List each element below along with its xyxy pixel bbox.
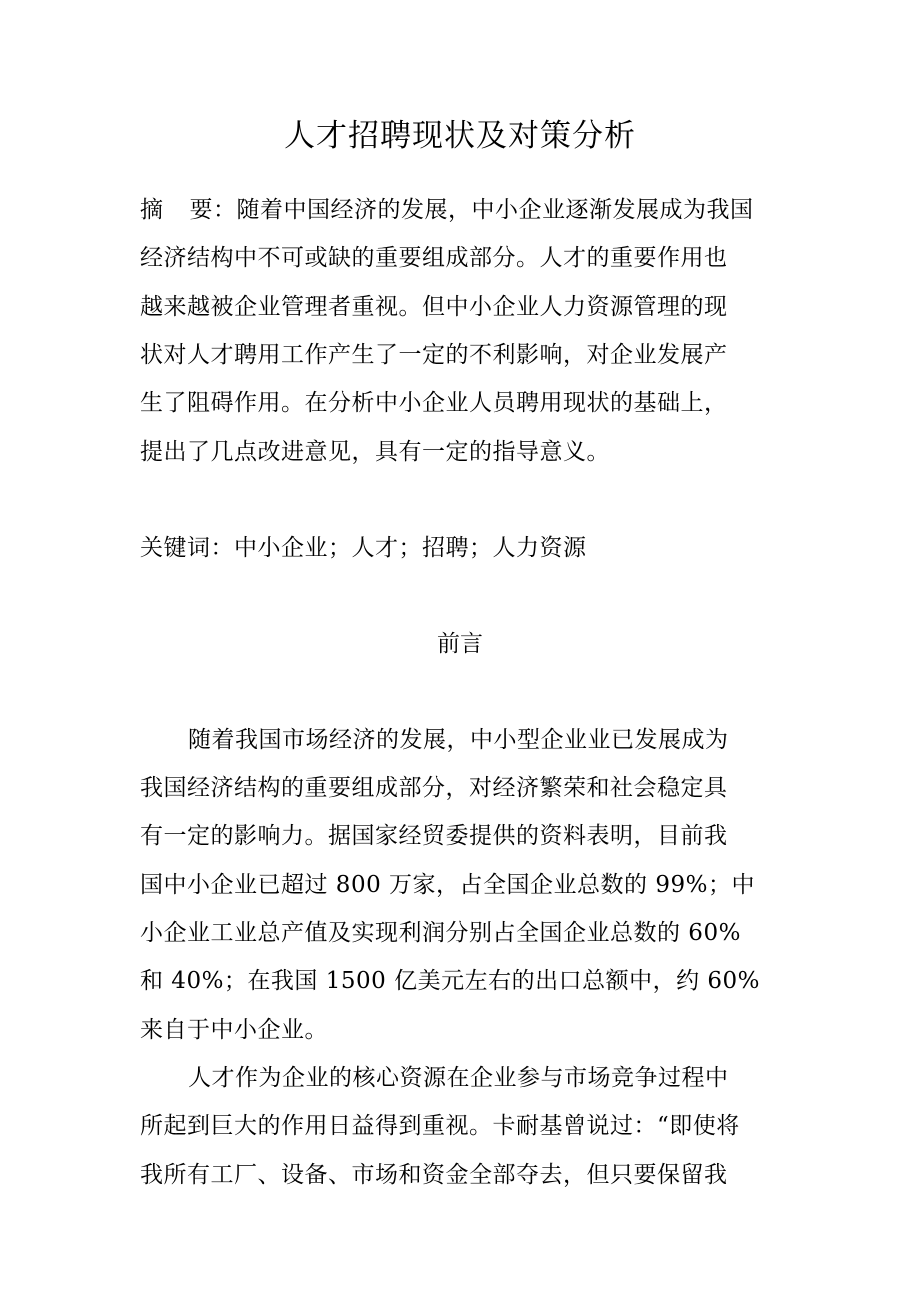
abstract-label-second: 要： bbox=[189, 197, 237, 223]
document-title: 人才招聘现状及对策分析 bbox=[284, 118, 636, 154]
abstract-line: 状对人才聘用工作产生了一定的不利影响，对企业发展产 bbox=[140, 342, 728, 368]
paragraph-line: 我所有工厂、设备、市场和资金全部夺去，但只要保留我 bbox=[140, 1162, 728, 1188]
abstract-text: 随着中国经济的发展，中小企业逐渐发展成为我国 bbox=[236, 197, 754, 223]
paragraph-line: 有一定的影响力。据国家经贸委提供的资料表明，目前我 bbox=[140, 823, 728, 849]
abstract-line: 提出了几点改进意见，具有一定的指导意义。 bbox=[140, 439, 610, 465]
paragraph-line: 我国经济结构的重要组成部分，对经济繁荣和社会稳定具 bbox=[140, 775, 728, 801]
paragraph-line: 人才作为企业的核心资源在企业参与市场竞争过程中 bbox=[188, 1065, 729, 1091]
paragraph-line: 和 40%；在我国 1500 亿美元左右的出口总额中，约 60% bbox=[140, 968, 761, 994]
abstract-label-first: 摘 bbox=[140, 197, 164, 223]
abstract-line: 经济结构中不可或缺的重要组成部分。人才的重要作用也 bbox=[140, 245, 728, 271]
keywords-line bbox=[140, 524, 587, 572]
abstract-line: 生了阻碍作用。在分析中小企业人员聘用现状的基础上， bbox=[140, 390, 728, 416]
paragraph-line: 国中小企业已超过 800 万家，占全国企业总数的 99%；中 bbox=[140, 872, 755, 898]
paragraph-line: 小企业工业总产值及实现利润分别占全国企业总数的 60% bbox=[140, 920, 741, 946]
paragraph-line: 所起到巨大的作用日益得到重视。卡耐基曾说过：“即使将 bbox=[140, 1113, 740, 1139]
paragraph-line: 随着我国市场经济的发展，中小型企业业已发展成为 bbox=[188, 727, 729, 753]
keywords-label: 关键词： bbox=[140, 535, 234, 561]
paragraph-line: 来自于中小企业。 bbox=[140, 1017, 328, 1043]
section-heading: 前言 bbox=[437, 631, 483, 657]
abstract-line bbox=[140, 186, 754, 234]
abstract-line: 越来越被企业管理者重视。但中小企业人力资源管理的现 bbox=[140, 294, 728, 320]
keywords-text: 中小企业；人才；招聘；人力资源 bbox=[234, 535, 587, 561]
